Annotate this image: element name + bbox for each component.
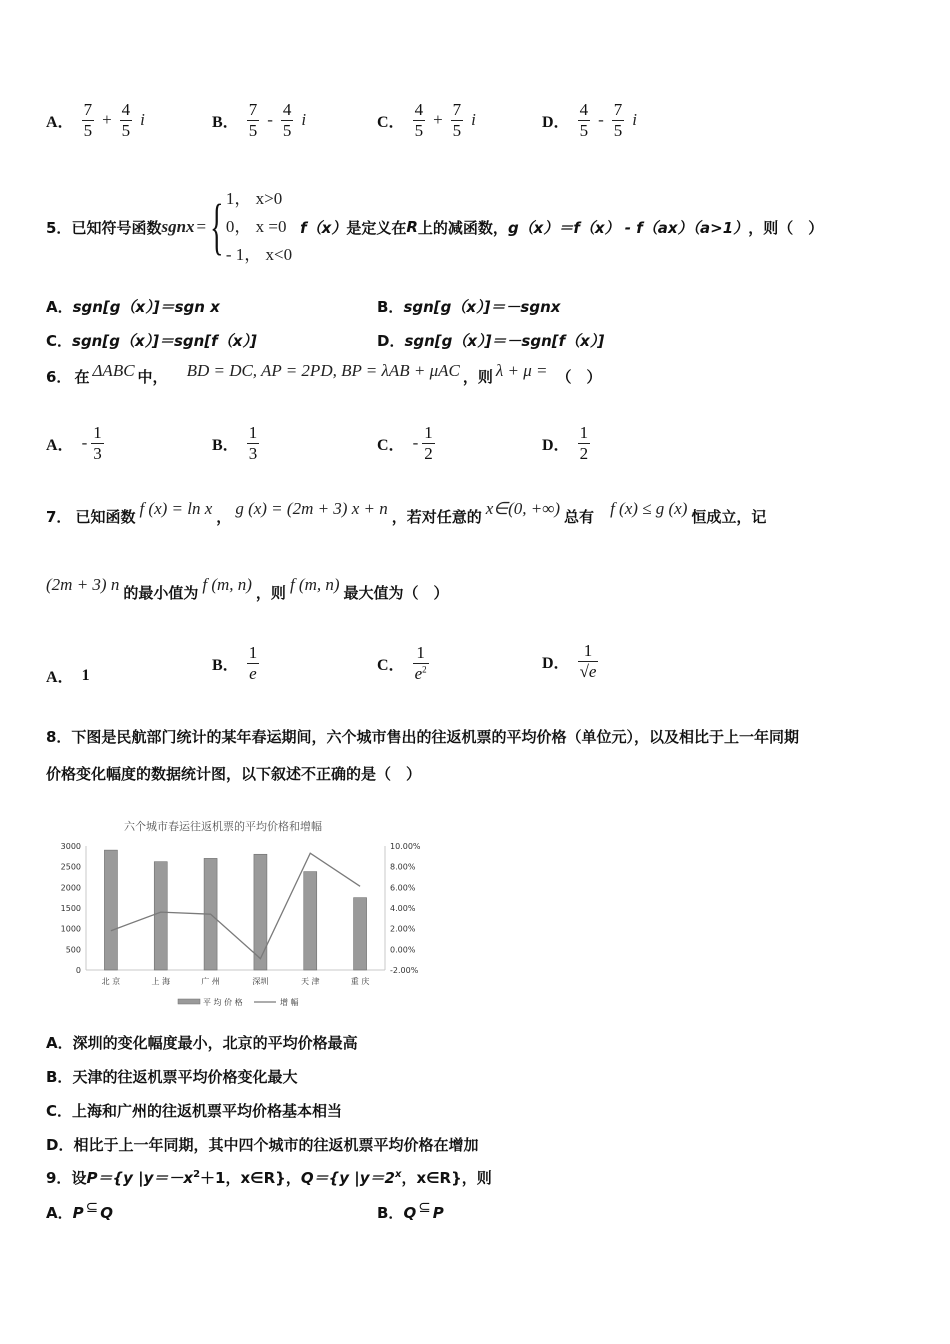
option-text: 上海和广州的往返机票平均价格基本相当 bbox=[72, 1102, 343, 1120]
option-text: sgn[g（x）]＝－sgn[f（x）] bbox=[404, 332, 605, 350]
option-label: C． bbox=[377, 113, 405, 131]
chart-title: 六个城市春运往返机票的平均价格和增幅 bbox=[124, 820, 322, 833]
category-label: 北 京 bbox=[101, 977, 121, 986]
q8-stem-line2: 价格变化幅度的数据统计图，以下叙述不正确的是（ ） bbox=[46, 765, 422, 783]
question-number: 7． bbox=[46, 508, 72, 526]
q7-option-a[interactable] bbox=[46, 664, 90, 687]
q9-option-b[interactable] bbox=[377, 1198, 444, 1223]
fraction: $\frac{1}{√e}$ bbox=[579, 641, 597, 681]
exponent: 2 bbox=[193, 1169, 201, 1180]
q7-text: 恒成立，记 bbox=[691, 508, 767, 526]
q6-stem bbox=[46, 360, 602, 387]
fraction: $\frac{1}{3}$ bbox=[248, 423, 258, 463]
bar bbox=[254, 854, 267, 970]
right-tick-label: 6.00% bbox=[390, 883, 416, 893]
piecewise-brace: { bbox=[210, 193, 224, 261]
q7-option-d[interactable] bbox=[542, 642, 598, 681]
subset-icon: ⊆ bbox=[85, 1198, 99, 1216]
legend-label-growth: 增 幅 bbox=[280, 998, 299, 1007]
q7-option-c[interactable] bbox=[377, 644, 429, 683]
q6-condition: BD = DC, AP = 2PD, BP = λAB + μAC bbox=[186, 360, 460, 380]
case-3: - 1， x<0 bbox=[225, 245, 293, 264]
q5-option-c[interactable] bbox=[46, 330, 257, 351]
fraction: $\frac{4}{5}$ bbox=[282, 100, 292, 140]
option-label: B． bbox=[46, 1068, 73, 1086]
set-q-def: ，x∈R}，则 bbox=[401, 1169, 492, 1187]
option-label: D． bbox=[542, 113, 570, 131]
bar-line-chart bbox=[50, 812, 430, 1017]
q6-option-c[interactable] bbox=[377, 424, 435, 463]
q5-text: 已知符号函数 bbox=[71, 218, 162, 237]
chart-container bbox=[50, 812, 430, 1017]
q5-set-r: R bbox=[406, 218, 418, 236]
q6-option-d[interactable] bbox=[542, 424, 590, 463]
q8-option-a[interactable] bbox=[46, 1032, 358, 1053]
sqrt-icon: √ bbox=[579, 661, 589, 681]
q7-fmn: f (m, n) bbox=[202, 574, 252, 594]
option-label: D． bbox=[46, 1136, 74, 1154]
option-label: C． bbox=[46, 332, 73, 350]
q7-text: 的最小值为 bbox=[123, 584, 199, 602]
bar bbox=[104, 850, 117, 970]
option-label: A． bbox=[46, 113, 74, 131]
q5-fx: f（x） bbox=[300, 218, 347, 237]
fraction: $\frac{1}{3}$ bbox=[93, 423, 102, 463]
q8-stem-line1: 8．下图是民航部门统计的某年春运期间，六个城市售出的往返机票的平均价格（单位元），以及相比于上一年同期 bbox=[46, 728, 799, 746]
set-q: Q bbox=[300, 1169, 314, 1187]
fraction: $\frac{1}{e}$ bbox=[248, 643, 258, 683]
q4-option-a[interactable] bbox=[46, 101, 145, 140]
right-tick-label: -2.00% bbox=[390, 966, 419, 975]
fraction: $\frac{7}{5}$ bbox=[613, 100, 623, 140]
q6-paren: （ ） bbox=[556, 368, 602, 386]
q5-paren: ，则（ ） bbox=[748, 218, 824, 237]
q7-inequality: f (x) ≤ g (x) bbox=[610, 498, 688, 518]
sign: - bbox=[267, 110, 273, 130]
set-p: P bbox=[86, 1169, 98, 1187]
fraction: $\frac{1}{e^2}$ bbox=[414, 643, 427, 683]
option-text: 1 bbox=[81, 666, 90, 684]
left-tick-label: 2000 bbox=[60, 883, 81, 893]
option-left: P bbox=[72, 1204, 84, 1222]
q6-text: 在 bbox=[74, 368, 90, 386]
right-tick-label: 2.00% bbox=[390, 924, 416, 934]
q7-product: (2m + 3) n bbox=[46, 574, 120, 594]
option-text: sgn[g（x）]＝sgn x bbox=[72, 298, 220, 316]
q9-text: 设 bbox=[71, 1169, 87, 1187]
right-tick-label: 8.00% bbox=[390, 862, 416, 872]
option-right: P bbox=[432, 1204, 444, 1222]
exponent: x bbox=[394, 1169, 402, 1180]
fraction: $\frac{7}{5}$ bbox=[83, 100, 93, 140]
q7-text: 已知函数 bbox=[75, 508, 136, 526]
q6-option-a[interactable] bbox=[46, 424, 104, 463]
option-label: D． bbox=[377, 332, 405, 350]
sgn-function: sgnx bbox=[161, 217, 195, 236]
bar bbox=[354, 898, 367, 970]
sign: + bbox=[102, 110, 112, 130]
option-label: B． bbox=[377, 1204, 404, 1222]
category-label: 上 海 bbox=[151, 977, 171, 986]
q6-expression: λ + μ = bbox=[495, 360, 548, 380]
q4-option-c[interactable] bbox=[377, 101, 476, 140]
question-number: 5． bbox=[46, 218, 72, 237]
set-q-def: ＝{y |y＝2 bbox=[313, 1169, 395, 1187]
right-tick-label: 0.00% bbox=[390, 945, 416, 955]
q6-option-b[interactable] bbox=[212, 424, 259, 463]
imag-unit: i bbox=[471, 110, 476, 130]
option-text: 天津的往返机票平均价格变化最大 bbox=[72, 1068, 298, 1086]
category-label: 重 庆 bbox=[350, 977, 370, 986]
q5-option-d[interactable] bbox=[377, 330, 604, 351]
sign: - bbox=[598, 110, 604, 130]
q9-stem bbox=[46, 1167, 492, 1188]
fraction: $\frac{7}{5}$ bbox=[248, 100, 258, 140]
fraction: $\frac{4}{5}$ bbox=[121, 100, 131, 140]
q7-text: ， bbox=[216, 508, 232, 526]
option-text: sgn[g（x）]＝－sgnx bbox=[403, 298, 561, 316]
option-text: 相比于上一年同期，其中四个城市的往返机票平均价格在增加 bbox=[73, 1136, 479, 1154]
fraction: $\frac{7}{5}$ bbox=[452, 100, 462, 140]
q7-text: 总有 bbox=[564, 508, 595, 526]
q7-g: g (x) = (2m + 3) x + n bbox=[235, 498, 388, 518]
option-right: Q bbox=[100, 1204, 113, 1222]
q8-option-b[interactable] bbox=[46, 1066, 297, 1087]
option-text: sgn[g（x）]＝sgn[f（x）] bbox=[72, 332, 257, 350]
option-label: A． bbox=[46, 1204, 73, 1222]
triangle: ΔABC bbox=[92, 360, 135, 380]
option-label: C． bbox=[377, 436, 405, 454]
piecewise-cases bbox=[226, 185, 292, 269]
option-text: 深圳的变化幅度最小，北京的平均价格最高 bbox=[72, 1034, 358, 1052]
q5-option-b[interactable] bbox=[377, 296, 560, 317]
option-label: B． bbox=[212, 656, 239, 674]
case-2: 0， x =0 bbox=[225, 217, 287, 236]
subset-icon: ⊆ bbox=[418, 1198, 431, 1216]
q4-option-b[interactable] bbox=[212, 101, 306, 140]
option-label: A． bbox=[46, 1034, 73, 1052]
option-left: Q bbox=[403, 1204, 417, 1222]
left-tick-label: 0 bbox=[75, 966, 81, 975]
set-p-def: ＝{y |y＝－x bbox=[97, 1169, 194, 1187]
q7-stem-line1 bbox=[46, 498, 767, 527]
option-label: C． bbox=[46, 1102, 73, 1120]
sign: - bbox=[412, 433, 419, 453]
right-tick-label: 10.00% bbox=[390, 842, 421, 851]
q9-option-a[interactable] bbox=[46, 1198, 113, 1223]
left-tick-label: 500 bbox=[65, 945, 81, 955]
q7-stem-line2 bbox=[46, 574, 449, 603]
question-number: 9． bbox=[46, 1169, 72, 1187]
set-p-def: ＋1，x∈R}， bbox=[200, 1169, 301, 1187]
bar bbox=[304, 872, 317, 970]
q5-text: 上的减函数， bbox=[417, 218, 508, 237]
right-tick-label: 4.00% bbox=[390, 904, 416, 913]
q7-domain: x∈(0, +∞) bbox=[485, 498, 561, 518]
q8-option-c[interactable] bbox=[46, 1100, 342, 1121]
bar bbox=[154, 862, 167, 970]
category-label: 天 津 bbox=[300, 977, 320, 986]
sign: + bbox=[433, 110, 443, 130]
growth-line bbox=[111, 853, 360, 958]
option-label: B． bbox=[377, 298, 404, 316]
question-number: 6． bbox=[46, 368, 72, 386]
q7-text: 最大值为（ ） bbox=[343, 584, 449, 602]
q6-text: 中， bbox=[137, 368, 168, 386]
option-label: B． bbox=[212, 113, 239, 131]
imag-unit: i bbox=[140, 110, 145, 130]
q7-f: f (x) = ln x bbox=[139, 498, 213, 518]
q7-text: ，则 bbox=[255, 584, 286, 602]
q5-text: 是定义在 bbox=[346, 218, 407, 237]
option-label: A． bbox=[46, 436, 74, 454]
left-tick-label: 1500 bbox=[60, 904, 81, 913]
fraction: $\frac{4}{5}$ bbox=[414, 100, 424, 140]
q4-option-d[interactable] bbox=[542, 101, 637, 140]
q6-text: ，则 bbox=[462, 368, 493, 386]
option-label: C． bbox=[377, 656, 405, 674]
left-tick-label: 2500 bbox=[60, 862, 81, 872]
option-label: A． bbox=[46, 298, 73, 316]
fraction: $\frac{1}{2}$ bbox=[579, 423, 589, 463]
category-label: 深圳 bbox=[252, 977, 269, 986]
legend-bar-swatch bbox=[178, 999, 200, 1004]
sign: - bbox=[81, 433, 88, 453]
imag-unit: i bbox=[632, 110, 637, 130]
legend-label-price: 平 均 价 格 bbox=[203, 998, 243, 1007]
option-label: D． bbox=[542, 654, 570, 672]
q5-gx: g（x）＝f（x） - f（ax）（a>1） bbox=[507, 218, 749, 237]
left-tick-label: 1000 bbox=[60, 924, 81, 934]
q7-fmn: f (m, n) bbox=[289, 574, 340, 594]
left-tick-label: 3000 bbox=[60, 842, 81, 851]
q7-text: ，若对任意的 bbox=[391, 508, 482, 526]
option-label: B． bbox=[212, 436, 239, 454]
equals: = bbox=[196, 217, 207, 236]
q5-stem bbox=[46, 186, 823, 268]
fraction: $\frac{1}{2}$ bbox=[424, 423, 433, 463]
q8-option-d[interactable] bbox=[46, 1134, 478, 1155]
imag-unit: i bbox=[301, 110, 307, 130]
option-label: A． bbox=[46, 669, 74, 686]
q7-option-b[interactable] bbox=[212, 644, 259, 683]
q5-option-a[interactable] bbox=[46, 296, 220, 317]
fraction: $\frac{4}{5}$ bbox=[579, 100, 589, 140]
category-label: 广 州 bbox=[201, 977, 220, 986]
case-1: 1， x>0 bbox=[225, 189, 283, 208]
option-label: D． bbox=[542, 436, 570, 454]
